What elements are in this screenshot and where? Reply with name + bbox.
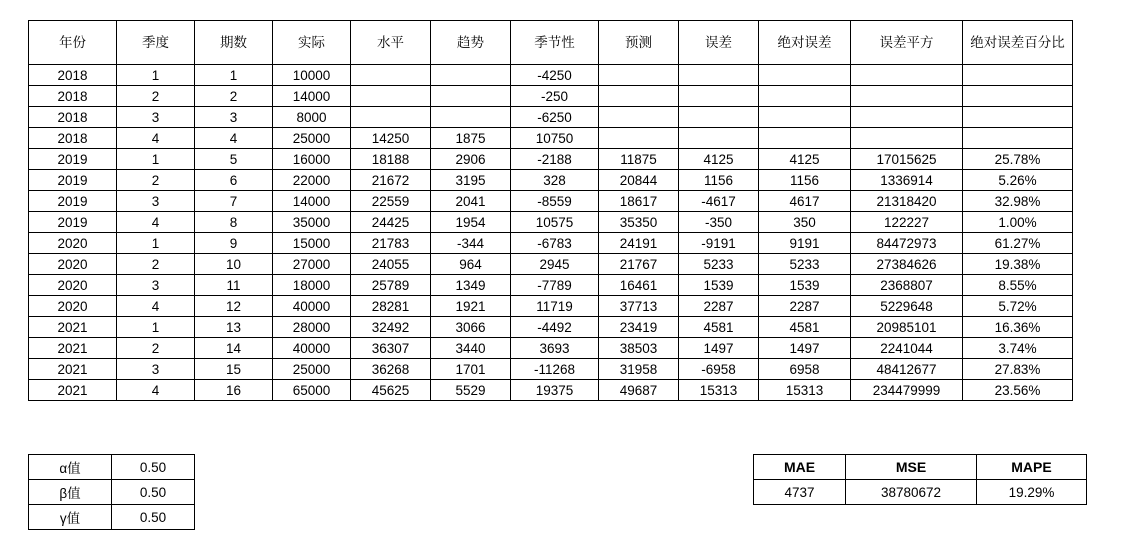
cell-abs-pct-error bbox=[963, 65, 1073, 86]
cell-forecast: 49687 bbox=[599, 380, 679, 401]
cell-trend bbox=[431, 86, 511, 107]
gamma-label: γ值 bbox=[29, 505, 112, 530]
cell-period: 1 bbox=[195, 65, 273, 86]
cell-sq-error: 1336914 bbox=[851, 170, 963, 191]
table-row bbox=[29, 254, 1073, 275]
header-sq-error: 误差平方 bbox=[851, 21, 963, 65]
cell-actual: 65000 bbox=[273, 380, 351, 401]
cell-actual: 22000 bbox=[273, 170, 351, 191]
header-year: 年份 bbox=[29, 21, 117, 65]
cell-error: 1497 bbox=[679, 338, 759, 359]
cell-year: 2019 bbox=[29, 149, 117, 170]
cell-sq-error: 27384626 bbox=[851, 254, 963, 275]
cell-forecast: 21767 bbox=[599, 254, 679, 275]
cell-abs-pct-error bbox=[963, 107, 1073, 128]
header-quarter: 季度 bbox=[117, 21, 195, 65]
beta-label: β值 bbox=[29, 480, 112, 505]
cell-trend: 1701 bbox=[431, 359, 511, 380]
cell-seasonality: -6250 bbox=[511, 107, 599, 128]
cell-year: 2020 bbox=[29, 275, 117, 296]
cell-quarter: 4 bbox=[117, 212, 195, 233]
cell-forecast: 11875 bbox=[599, 149, 679, 170]
cell-sq-error: 2241044 bbox=[851, 338, 963, 359]
cell-actual: 15000 bbox=[273, 233, 351, 254]
cell-year: 2021 bbox=[29, 317, 117, 338]
cell-error bbox=[679, 65, 759, 86]
cell-level: 28281 bbox=[351, 296, 431, 317]
cell-level: 14250 bbox=[351, 128, 431, 149]
value-mape: 19.29% bbox=[977, 480, 1087, 505]
cell-sq-error: 20985101 bbox=[851, 317, 963, 338]
cell-seasonality: 19375 bbox=[511, 380, 599, 401]
header-actual: 实际 bbox=[273, 21, 351, 65]
cell-abs-pct-error bbox=[963, 128, 1073, 149]
cell-sq-error: 21318420 bbox=[851, 191, 963, 212]
cell-error: 2287 bbox=[679, 296, 759, 317]
cell-period: 13 bbox=[195, 317, 273, 338]
cell-seasonality: -2188 bbox=[511, 149, 599, 170]
table-row bbox=[29, 128, 1073, 149]
table-row bbox=[29, 65, 1073, 86]
cell-actual: 27000 bbox=[273, 254, 351, 275]
value-mae: 4737 bbox=[754, 480, 846, 505]
cell-abs-error: 15313 bbox=[759, 380, 851, 401]
cell-period: 16 bbox=[195, 380, 273, 401]
forecast-table bbox=[28, 20, 1073, 401]
cell-abs-error: 1156 bbox=[759, 170, 851, 191]
cell-trend: 1349 bbox=[431, 275, 511, 296]
cell-trend: 2041 bbox=[431, 191, 511, 212]
cell-error bbox=[679, 107, 759, 128]
cell-abs-pct-error: 5.26% bbox=[963, 170, 1073, 191]
header-seasonality: 季节性 bbox=[511, 21, 599, 65]
cell-trend: 2906 bbox=[431, 149, 511, 170]
cell-actual: 10000 bbox=[273, 65, 351, 86]
cell-level bbox=[351, 86, 431, 107]
cell-quarter: 4 bbox=[117, 296, 195, 317]
header-forecast: 预测 bbox=[599, 21, 679, 65]
cell-error: 1156 bbox=[679, 170, 759, 191]
cell-level: 36268 bbox=[351, 359, 431, 380]
cell-abs-pct-error: 32.98% bbox=[963, 191, 1073, 212]
cell-abs-pct-error: 16.36% bbox=[963, 317, 1073, 338]
table-row bbox=[29, 149, 1073, 170]
cell-quarter: 4 bbox=[117, 128, 195, 149]
header-abs-error: 绝对误差 bbox=[759, 21, 851, 65]
cell-seasonality: 10750 bbox=[511, 128, 599, 149]
cell-year: 2019 bbox=[29, 212, 117, 233]
cell-actual: 40000 bbox=[273, 338, 351, 359]
cell-trend: 1921 bbox=[431, 296, 511, 317]
cell-quarter: 3 bbox=[117, 191, 195, 212]
cell-seasonality: -7789 bbox=[511, 275, 599, 296]
cell-quarter: 2 bbox=[117, 86, 195, 107]
cell-abs-error: 9191 bbox=[759, 233, 851, 254]
cell-seasonality: 11719 bbox=[511, 296, 599, 317]
cell-level bbox=[351, 65, 431, 86]
cell-trend: 5529 bbox=[431, 380, 511, 401]
cell-level bbox=[351, 107, 431, 128]
cell-abs-error bbox=[759, 128, 851, 149]
cell-period: 7 bbox=[195, 191, 273, 212]
cell-trend: -344 bbox=[431, 233, 511, 254]
cell-quarter: 3 bbox=[117, 359, 195, 380]
parameters-table bbox=[28, 454, 195, 530]
header-mse: MSE bbox=[846, 455, 977, 480]
cell-abs-error bbox=[759, 107, 851, 128]
cell-seasonality: -11268 bbox=[511, 359, 599, 380]
cell-error: -4617 bbox=[679, 191, 759, 212]
cell-trend: 964 bbox=[431, 254, 511, 275]
cell-trend: 3440 bbox=[431, 338, 511, 359]
cell-year: 2021 bbox=[29, 338, 117, 359]
cell-sq-error bbox=[851, 107, 963, 128]
cell-year: 2019 bbox=[29, 170, 117, 191]
cell-level: 21672 bbox=[351, 170, 431, 191]
cell-sq-error bbox=[851, 128, 963, 149]
cell-actual: 40000 bbox=[273, 296, 351, 317]
cell-abs-error bbox=[759, 86, 851, 107]
table-row bbox=[29, 107, 1073, 128]
cell-abs-error bbox=[759, 65, 851, 86]
cell-seasonality: 3693 bbox=[511, 338, 599, 359]
cell-error: -9191 bbox=[679, 233, 759, 254]
alpha-value: 0.50 bbox=[112, 455, 195, 480]
cell-seasonality: 328 bbox=[511, 170, 599, 191]
cell-seasonality: -4250 bbox=[511, 65, 599, 86]
parameter-row-beta bbox=[29, 480, 195, 505]
cell-level: 24055 bbox=[351, 254, 431, 275]
cell-level: 24425 bbox=[351, 212, 431, 233]
parameter-row-gamma bbox=[29, 505, 195, 530]
cell-sq-error: 17015625 bbox=[851, 149, 963, 170]
cell-seasonality: -6783 bbox=[511, 233, 599, 254]
cell-actual: 8000 bbox=[273, 107, 351, 128]
cell-abs-pct-error: 27.83% bbox=[963, 359, 1073, 380]
cell-trend: 1954 bbox=[431, 212, 511, 233]
cell-error bbox=[679, 128, 759, 149]
cell-year: 2021 bbox=[29, 359, 117, 380]
cell-abs-error: 4581 bbox=[759, 317, 851, 338]
cell-quarter: 1 bbox=[117, 65, 195, 86]
cell-seasonality: -8559 bbox=[511, 191, 599, 212]
cell-year: 2019 bbox=[29, 191, 117, 212]
cell-abs-pct-error: 1.00% bbox=[963, 212, 1073, 233]
cell-actual: 14000 bbox=[273, 191, 351, 212]
cell-level: 18188 bbox=[351, 149, 431, 170]
cell-quarter: 1 bbox=[117, 233, 195, 254]
cell-error: 15313 bbox=[679, 380, 759, 401]
table-row bbox=[29, 233, 1073, 254]
cell-year: 2018 bbox=[29, 128, 117, 149]
cell-seasonality: 10575 bbox=[511, 212, 599, 233]
cell-actual: 18000 bbox=[273, 275, 351, 296]
cell-forecast bbox=[599, 128, 679, 149]
cell-quarter: 3 bbox=[117, 275, 195, 296]
cell-abs-pct-error: 3.74% bbox=[963, 338, 1073, 359]
table-row bbox=[29, 296, 1073, 317]
cell-actual: 16000 bbox=[273, 149, 351, 170]
cell-forecast: 35350 bbox=[599, 212, 679, 233]
cell-abs-pct-error: 61.27% bbox=[963, 233, 1073, 254]
metrics-table bbox=[753, 454, 1087, 505]
cell-period: 4 bbox=[195, 128, 273, 149]
cell-abs-error: 6958 bbox=[759, 359, 851, 380]
cell-quarter: 2 bbox=[117, 170, 195, 191]
cell-period: 3 bbox=[195, 107, 273, 128]
gamma-value: 0.50 bbox=[112, 505, 195, 530]
cell-error bbox=[679, 86, 759, 107]
cell-level: 32492 bbox=[351, 317, 431, 338]
cell-level: 45625 bbox=[351, 380, 431, 401]
header-abs-pct-error: 绝对误差百分比 bbox=[963, 21, 1073, 65]
header-mape: MAPE bbox=[977, 455, 1087, 480]
cell-period: 9 bbox=[195, 233, 273, 254]
cell-error: 4581 bbox=[679, 317, 759, 338]
cell-abs-pct-error: 25.78% bbox=[963, 149, 1073, 170]
cell-error: -6958 bbox=[679, 359, 759, 380]
header-mae: MAE bbox=[754, 455, 846, 480]
cell-forecast bbox=[599, 65, 679, 86]
cell-abs-error: 1497 bbox=[759, 338, 851, 359]
cell-year: 2020 bbox=[29, 296, 117, 317]
cell-abs-error: 4125 bbox=[759, 149, 851, 170]
cell-period: 6 bbox=[195, 170, 273, 191]
cell-sq-error bbox=[851, 86, 963, 107]
cell-abs-pct-error: 5.72% bbox=[963, 296, 1073, 317]
cell-trend: 1875 bbox=[431, 128, 511, 149]
cell-forecast: 20844 bbox=[599, 170, 679, 191]
cell-sq-error bbox=[851, 65, 963, 86]
cell-year: 2018 bbox=[29, 86, 117, 107]
cell-year: 2020 bbox=[29, 254, 117, 275]
cell-seasonality: -4492 bbox=[511, 317, 599, 338]
cell-abs-pct-error bbox=[963, 86, 1073, 107]
cell-actual: 28000 bbox=[273, 317, 351, 338]
cell-forecast: 38503 bbox=[599, 338, 679, 359]
cell-abs-error: 5233 bbox=[759, 254, 851, 275]
cell-forecast bbox=[599, 107, 679, 128]
cell-abs-pct-error: 8.55% bbox=[963, 275, 1073, 296]
cell-year: 2020 bbox=[29, 233, 117, 254]
cell-year: 2018 bbox=[29, 65, 117, 86]
beta-value: 0.50 bbox=[112, 480, 195, 505]
cell-year: 2021 bbox=[29, 380, 117, 401]
cell-trend bbox=[431, 65, 511, 86]
cell-period: 15 bbox=[195, 359, 273, 380]
table-row bbox=[29, 191, 1073, 212]
cell-quarter: 4 bbox=[117, 380, 195, 401]
cell-abs-error: 1539 bbox=[759, 275, 851, 296]
parameter-row-alpha bbox=[29, 455, 195, 480]
cell-level: 22559 bbox=[351, 191, 431, 212]
cell-abs-pct-error: 23.56% bbox=[963, 380, 1073, 401]
cell-forecast: 23419 bbox=[599, 317, 679, 338]
cell-sq-error: 48412677 bbox=[851, 359, 963, 380]
cell-seasonality: -250 bbox=[511, 86, 599, 107]
cell-sq-error: 122227 bbox=[851, 212, 963, 233]
cell-abs-pct-error: 19.38% bbox=[963, 254, 1073, 275]
cell-actual: 35000 bbox=[273, 212, 351, 233]
cell-abs-error: 2287 bbox=[759, 296, 851, 317]
cell-level: 21783 bbox=[351, 233, 431, 254]
cell-sq-error: 84472973 bbox=[851, 233, 963, 254]
cell-actual: 14000 bbox=[273, 86, 351, 107]
metrics-header-row bbox=[754, 455, 1087, 480]
cell-abs-error: 350 bbox=[759, 212, 851, 233]
table-row bbox=[29, 86, 1073, 107]
cell-actual: 25000 bbox=[273, 359, 351, 380]
value-mse: 38780672 bbox=[846, 480, 977, 505]
table-row bbox=[29, 317, 1073, 338]
cell-trend: 3195 bbox=[431, 170, 511, 191]
cell-level: 36307 bbox=[351, 338, 431, 359]
table-row bbox=[29, 338, 1073, 359]
table-row bbox=[29, 359, 1073, 380]
cell-error: 5233 bbox=[679, 254, 759, 275]
cell-forecast: 18617 bbox=[599, 191, 679, 212]
metrics-value-row bbox=[754, 480, 1087, 505]
cell-period: 10 bbox=[195, 254, 273, 275]
header-level: 水平 bbox=[351, 21, 431, 65]
cell-forecast: 31958 bbox=[599, 359, 679, 380]
cell-forecast: 16461 bbox=[599, 275, 679, 296]
cell-abs-error: 4617 bbox=[759, 191, 851, 212]
table-row bbox=[29, 275, 1073, 296]
cell-error: 1539 bbox=[679, 275, 759, 296]
table-header-row bbox=[29, 21, 1073, 65]
cell-error: 4125 bbox=[679, 149, 759, 170]
cell-quarter: 1 bbox=[117, 149, 195, 170]
cell-period: 14 bbox=[195, 338, 273, 359]
table-row bbox=[29, 380, 1073, 401]
cell-forecast: 24191 bbox=[599, 233, 679, 254]
cell-actual: 25000 bbox=[273, 128, 351, 149]
cell-quarter: 1 bbox=[117, 317, 195, 338]
cell-trend: 3066 bbox=[431, 317, 511, 338]
header-trend: 趋势 bbox=[431, 21, 511, 65]
table-row bbox=[29, 212, 1073, 233]
cell-period: 2 bbox=[195, 86, 273, 107]
cell-forecast: 37713 bbox=[599, 296, 679, 317]
cell-year: 2018 bbox=[29, 107, 117, 128]
cell-period: 5 bbox=[195, 149, 273, 170]
table-row bbox=[29, 170, 1073, 191]
cell-seasonality: 2945 bbox=[511, 254, 599, 275]
cell-quarter: 3 bbox=[117, 107, 195, 128]
cell-period: 12 bbox=[195, 296, 273, 317]
cell-sq-error: 2368807 bbox=[851, 275, 963, 296]
cell-period: 8 bbox=[195, 212, 273, 233]
cell-trend bbox=[431, 107, 511, 128]
header-period: 期数 bbox=[195, 21, 273, 65]
cell-forecast bbox=[599, 86, 679, 107]
alpha-label: α值 bbox=[29, 455, 112, 480]
header-error: 误差 bbox=[679, 21, 759, 65]
cell-level: 25789 bbox=[351, 275, 431, 296]
cell-sq-error: 5229648 bbox=[851, 296, 963, 317]
cell-sq-error: 234479999 bbox=[851, 380, 963, 401]
cell-period: 11 bbox=[195, 275, 273, 296]
cell-quarter: 2 bbox=[117, 254, 195, 275]
cell-error: -350 bbox=[679, 212, 759, 233]
cell-quarter: 2 bbox=[117, 338, 195, 359]
